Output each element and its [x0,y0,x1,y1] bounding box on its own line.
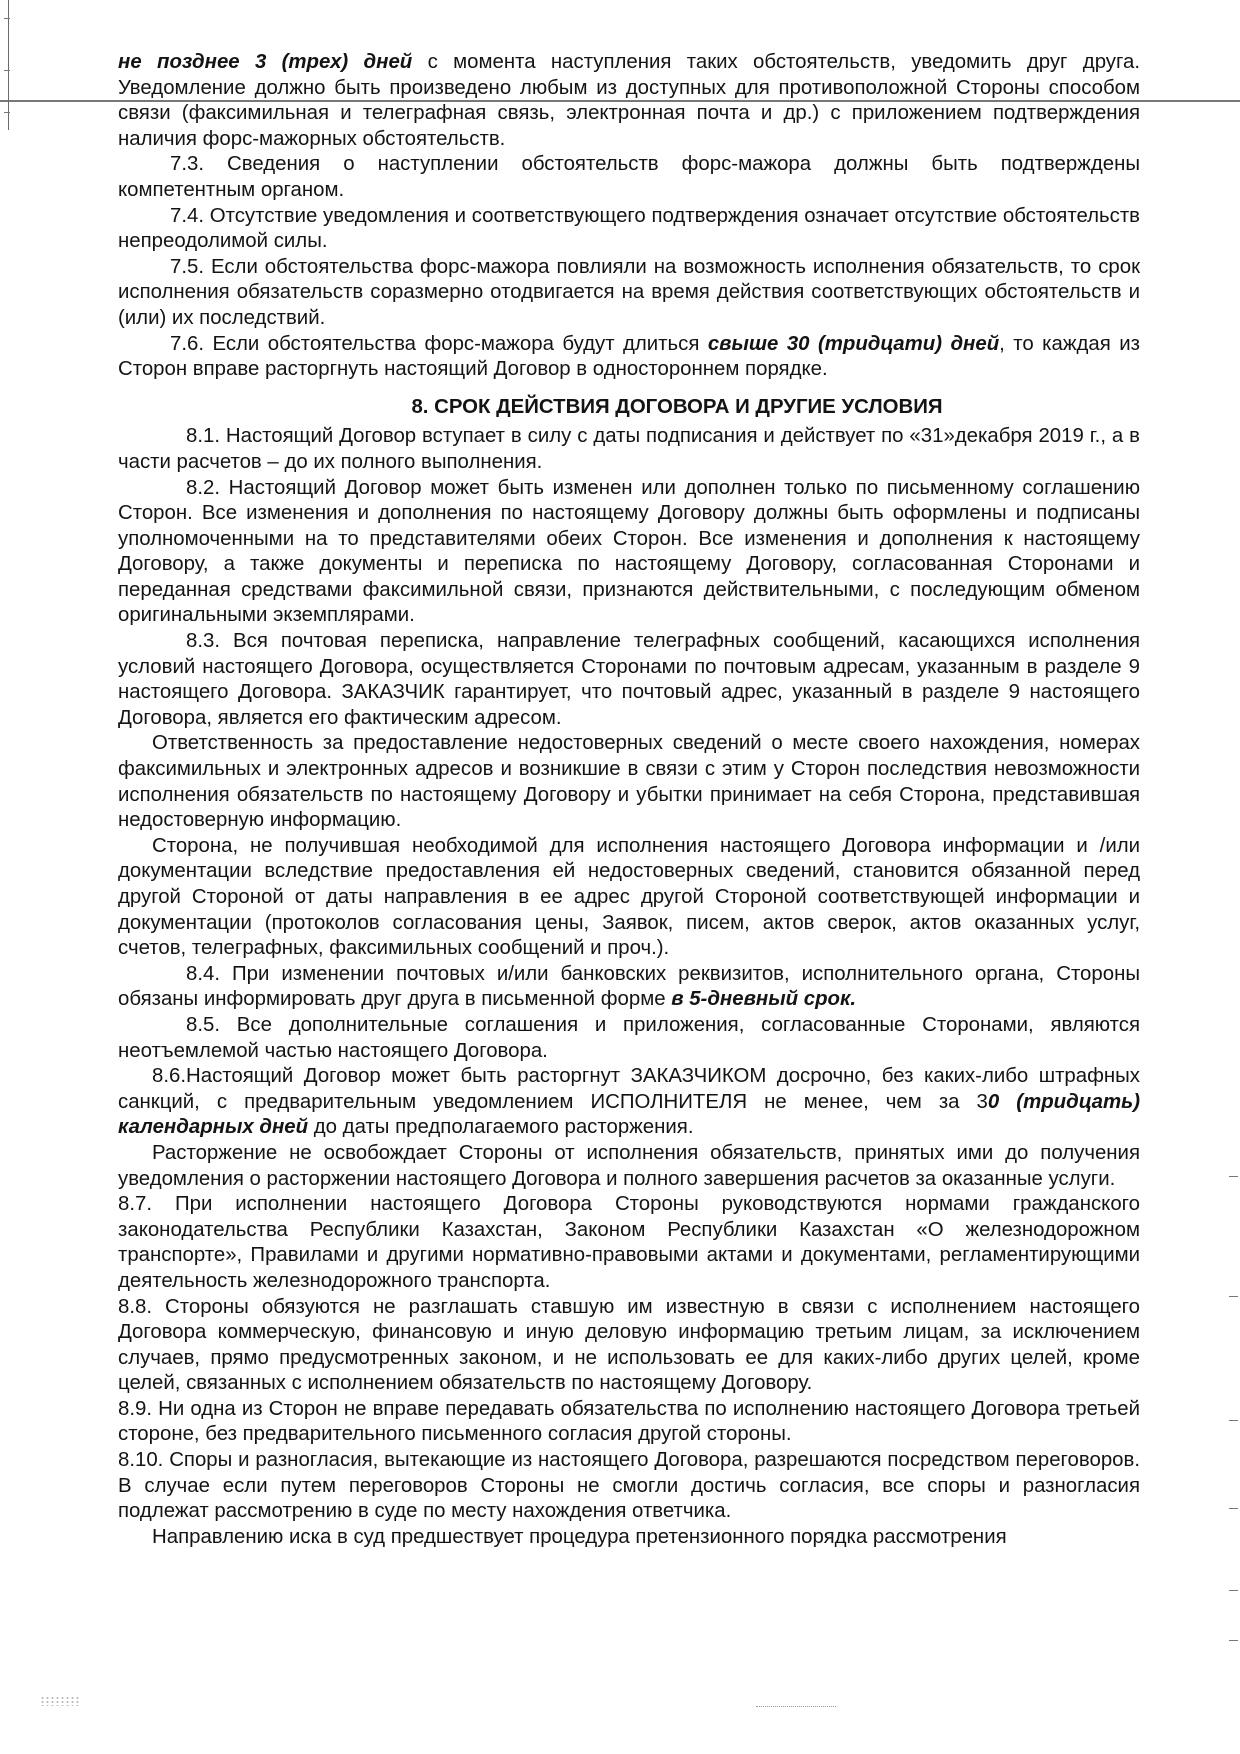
paragraph-termination: Расторжение не освобождает Стороны от исполнения обязательств, принятых ими до получения уведомления о расторжении настоящего Договора и полного завершения расчетов за оказанные услуги. [118,1141,1140,1190]
clause-7-4: 7.4. Отсутствие уведомления и соответствующего подтверждения означает отсутствие обстоятельств непреодолимой силы. [118,204,1140,253]
paragraph-party-obligation: Сторона, не получившая необходимой для исполнения настоящего Договора информации и /или документации вследствие предоставления ей недостоверных сведений, становится обязанной перед другой Стороной от даты направления в ее адрес другой Стороной соответствующей информации и документации (протоколов согласования цены, Заявок, писем, актов сверок, актов оказанных услуг, счетов, телеграфных, факсимильных сообщений и проч.). [118,834,1140,960]
clause-8-4 [118,962,1140,1013]
clause-7-5: 7.5. Если обстоятельства форс-мажора повлияли на возможность исполнения обязательств, то срок исполнения обязательств соразмерно отодвигается на время действия соответствующих обстоятельств и (или) их последствий. [118,255,1140,329]
paragraph-responsibility: Ответственность за предоставление недостоверных сведений о месте своего нахождения, номерах факсимильных и электронных адресов и возникшие в связи с этим у Сторон последствия невозможности исполнения обязательств по настоящему Договору и убытки принимает на себя Сторона, представившая недостоверную информацию. [118,732,1140,832]
scan-edge-mark [4,112,10,113]
emphasis-text: 0 (тридцать) календарных дней [118,1090,1141,1139]
scan-edge-mark [1229,1296,1238,1297]
clause-8-9: 8.9. Ни одна из Сторон не вправе передавать обязательства по исполнению настоящего Договора третьей стороне, без предварительного письменного согласия другой стороны. [118,1397,1140,1446]
scan-edge-mark [1229,1420,1238,1421]
scan-noise [756,1706,836,1708]
paragraph-text: 8.4. При изменении почтовых и/или банковских реквизитов, исполнительного органа, Стороны обязаны информировать друг друга в письменной форме [118,962,1140,1011]
scan-edge-mark [4,70,10,71]
scan-edge-mark [4,18,10,19]
paragraph-claim-procedure: Направлению иска в суд предшествует процедура претензионного порядка рассмотрения [152,1525,1007,1548]
clause-8-3: 8.3. Вся почтовая переписка, направление телеграфных сообщений, касающихся исполнения условий настоящего Договора, осуществляется Сторонами по почтовым адресам, указанным в разделе 9 настоящего Договора. ЗАКАЗЧИК гарантирует, что почтовый адрес, указанный в разделе 9 настоящего Договора, является его фактическим адресом. [118,630,1140,729]
clause-7-6 [118,332,1140,383]
paragraph-text: до даты предполагаемого расторжения. [308,1116,694,1139]
paragraph-force-majeure-notice [118,50,1140,152]
spacer [118,383,1140,395]
paragraph-text: , то каждая из Сторон вправе расторгнуть настоящий Договор в одностороннем порядке. [118,332,1140,381]
clause-8-6 [118,1064,1140,1141]
emphasis-text: не позднее 3 (трех) дней [118,51,413,73]
scan-edge-mark [1229,1508,1238,1509]
clause-8-2: 8.2. Настоящий Договор может быть изменен или дополнен только по письменному соглашению Сторон. Все изменения и дополнения по настоящему Договору должны быть оформлены и подписаны уполномоченными на то представителями обеих Сторон. Все изменения и дополнения к настоящему Договору, а также документы и переписка по настоящему Договору, согласованная Сторонами и переданная средствами факсимильной связи, признаются действительными, с последующим обменом оригинальными экземплярами. [118,476,1140,627]
paragraph-text: 7.6. Если обстоятельства форс-мажора будут длиться [170,332,708,355]
paragraph-text: с момента наступления таких обстоятельств, уведомить друг друга. Уведомление должно быть произведено любым из доступных для противоположной Стороны способом связи (факсимильная и телеграфная связь, электронная почта и др.) с приложением подтверждения наличия форс-мажорных обстоятельств. [118,51,1140,150]
document-body [118,50,1140,1550]
scan-edge-mark [1229,1176,1238,1177]
clause-8-8: 8.8. Стороны обязуются не разглашать ставшую им известную в связи с исполнением настоящего Договора коммерческую, финансовую и иную деловую информацию третьим лицам, за исключением случаев, прямо предусмотренных законом, и не использовать ее для каких-либо других целей, кроме целей, связанных с исполнением обязательств по настоящему Договору. [118,1295,1140,1395]
scan-edge-left [8,0,9,130]
clause-8-1: 8.1. Настоящий Договор вступает в силу с даты подписания и действует по «31»декабря 2019 г., а в части расчетов – до их полного выполнения. [118,425,1140,473]
clause-7-3: 7.3. Сведения о наступлении обстоятельств форс-мажора должны быть подтверждены компетентным органом. [118,153,1140,201]
emphasis-text: свыше 30 (тридцати) дней [707,332,1000,355]
clause-8-10: 8.10. Споры и разногласия, вытекающие из настоящего Договора, разрешаются посредством переговоров. В случае если путем переговоров Стороны не смогли достичь согласия, все споры и разногласия подлежат рассмотрению в суде по месту нахождения ответчика. [118,1449,1140,1523]
paragraph-text: 8.6.Настоящий Договор может быть расторгнут ЗАКАЗЧИКОМ досрочно, без каких-либо штрафных санкций, с предварительным уведомлением ИСПОЛНИТЕЛЯ не менее, чем за 3 [118,1065,1140,1113]
emphasis-text: в 5-дневный срок. [671,988,857,1011]
scan-edge-mark [1229,1640,1238,1641]
scan-edge-mark [1229,1590,1238,1591]
clause-8-5: 8.5. Все дополнительные соглашения и приложения, согласованные Сторонами, являются неотъемлемой частью настоящего Договора. [118,1013,1140,1062]
clause-8-7: 8.7. При исполнении настоящего Договора Стороны руководствуются нормами гражданского законодательства Республики Казахстан, Законом Республики Казахстан «О железнодорожном транспорте», Правилами и другими нормативно-правовыми актами и документами, регламентирующими деятельность железнодорожного транспорта. [118,1193,1140,1292]
scan-noise [40,1696,80,1706]
section-heading: 8. СРОК ДЕЙСТВИЯ ДОГОВОРА И ДРУГИЕ УСЛОВИЯ [411,395,943,418]
